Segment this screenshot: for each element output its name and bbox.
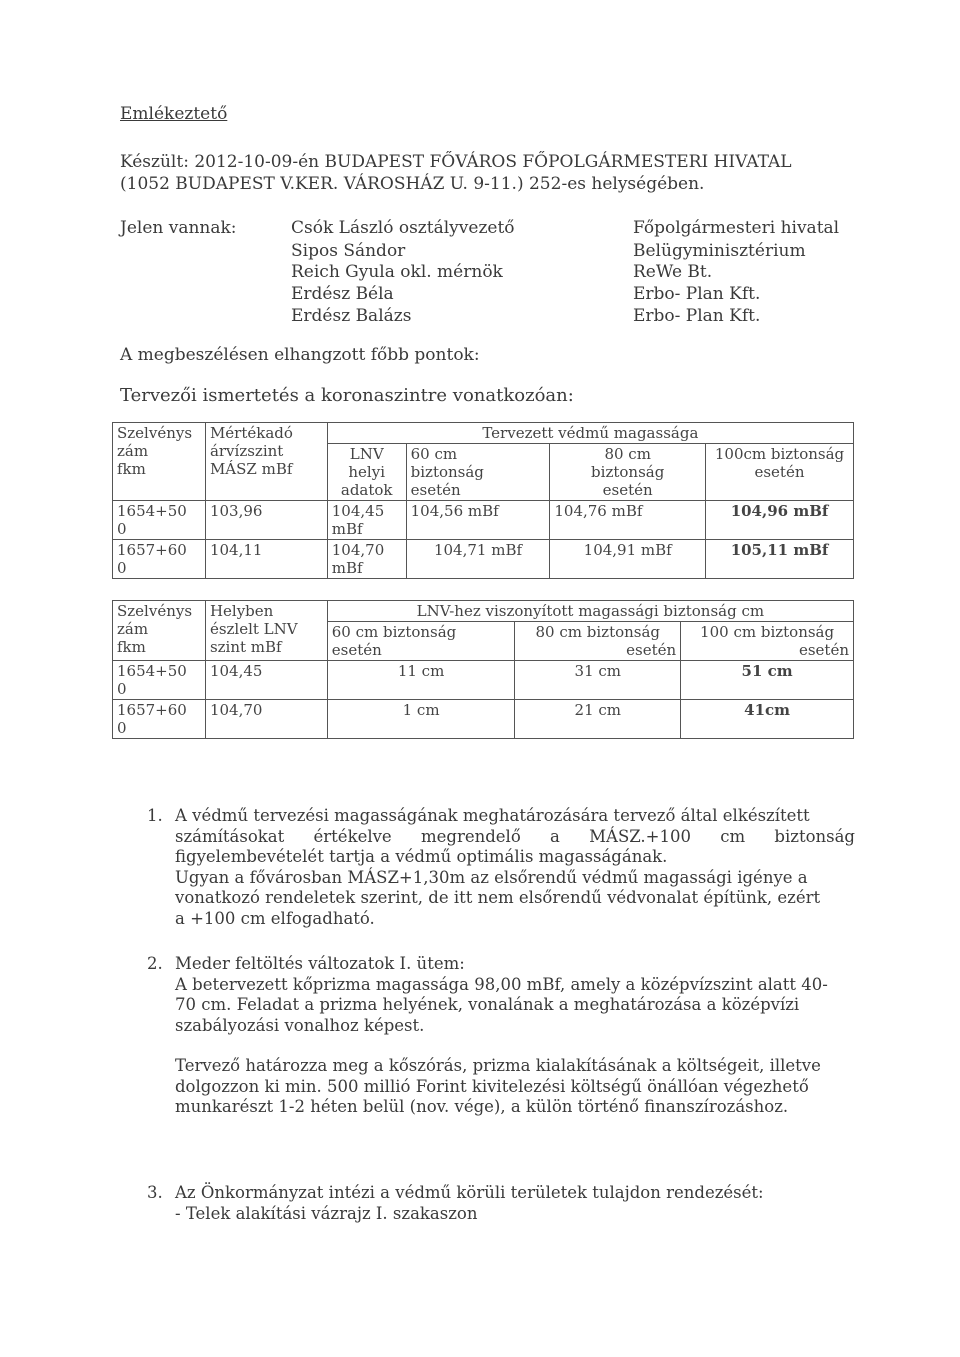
list-item-body: Meder feltöltés változatok I. ütem: A betervezett kőprizma magassága 98,00 mBf, amely a középvízszint alatt 40- 70 cm. Feladat a prizma helyének, vonalának a meghatározása a középvízi szabályozási vonalhoz képest. Tervező határozza meg a kőszórás, prizma kialakításának a költségeit, illetve dolgozzon ki min. 500 millió Forint kivitelezési költségű önállóan végezhető munkarészt 1-2 héten belül (nov. vége), a külön történő finanszírozáshoz. bbox=[175, 954, 828, 1116]
header-szelveny: Szelvénys zám fkm bbox=[113, 601, 206, 661]
header-80cm: 80 cm biztonság esetén bbox=[550, 444, 706, 501]
section-heading: Tervezői ismertetés a koronaszintre vonatkozóan: bbox=[120, 385, 574, 406]
made-line-1: Készült: 2012-10-09-én BUDAPEST FŐVÁROS FŐPOLGÁRMESTERI HIVATAL bbox=[120, 152, 792, 172]
attendee-org: Belügyminisztérium bbox=[633, 241, 806, 261]
attendees-label: Jelen vannak: bbox=[120, 218, 237, 238]
attendee-org: Erbo- Plan Kft. bbox=[633, 306, 761, 326]
header-group: LNV-hez viszonyított magassági biztonság cm bbox=[327, 601, 853, 622]
attendee-name: Erdész Béla bbox=[291, 284, 394, 304]
header-lnv: LNV helyi adatok bbox=[327, 444, 406, 501]
made-line-2: (1052 BUDAPEST V.KER. VÁROSHÁZ U. 9-11.) 252-es helységében. bbox=[120, 174, 705, 194]
list-item-body: A védmű tervezési magasságának meghatározására tervező által elkészített számításokat értékelve megrendelő a MÁSZ.+100 cm biztonság figyelembevételét tartja a védmű optimális magasságának. Ugyan a fővárosban MÁSZ+1,30m az elsőrendű védmű magassági igénye a vonatkozó rendeletek szerint, de itt nem elsőrendű védvonalat építünk, ezért a +100 cm elfogadható. bbox=[175, 806, 855, 928]
header-helyben: Helyben észlelt LNV szint mBf bbox=[205, 601, 327, 661]
design-height-table bbox=[112, 422, 854, 579]
header-szelveny: Szelvénys zám fkm bbox=[113, 423, 206, 501]
attendee-org: Főpolgármesteri hivatal bbox=[633, 218, 840, 238]
attendee-name: Sipos Sándor bbox=[291, 241, 406, 261]
header-100cm: 100cm biztonság esetén bbox=[706, 444, 854, 501]
table-row: 1654+50 0 104,45 11 cm 31 cm 51 cm bbox=[113, 661, 854, 700]
attendee-name: Csók László osztályvezető bbox=[291, 218, 515, 238]
header-100cm: 100 cm biztonság esetén bbox=[681, 622, 854, 661]
header-80cm: 80 cm biztonság esetén bbox=[515, 622, 681, 661]
lnv-safety-table bbox=[112, 600, 854, 739]
table-row: 1654+50 0 103,96 104,45 mBf 104,56 mBf 104,76 mBf 104,96 mBf bbox=[113, 501, 854, 540]
points-intro: A megbeszélésen elhangzott főbb pontok: bbox=[120, 345, 480, 365]
header-mertekado: Mértékadó árvízszint MÁSZ mBf bbox=[205, 423, 327, 501]
table-row: 1657+60 0 104,70 1 cm 21 cm 41cm bbox=[113, 700, 854, 739]
header-60cm: 60 cm biztonság esetén bbox=[406, 444, 550, 501]
attendee-org: Erbo- Plan Kft. bbox=[633, 284, 761, 304]
table-header-row bbox=[113, 423, 854, 444]
table-row: 1657+60 0 104,11 104,70 mBf 104,71 mBf 104,91 mBf 105,11 mBf bbox=[113, 540, 854, 579]
attendee-org: ReWe Bt. bbox=[633, 262, 713, 282]
document-page: Emlékeztető Készült: 2012-10-09-én BUDAPEST FŐVÁROS FŐPOLGÁRMESTERI HIVATAL (1052 BUDAPEST V.KER. VÁROSHÁZ U. 9-11.) 252-es helységében. Jelen vannak: Csók László osztályvezető Sipos Sándor Reich Gyula okl. mérnök Erdész Béla Erdész Balázs Főpolgármesteri hivatal Belügyminisztérium ReWe Bt. Erbo- Plan Kft. Erbo- Plan Kft. A megbeszélésen elhangzott főbb pontok: Tervezői ismertetés a koronaszintre vonatkozóan: Szelvénys zám fkm Mértékadó árvízszint MÁSZ mBf Tervezett védmű magassága LNV helyi adatok 60 cm biztonság esetén 80 cm biztonság esetén 100cm biztonság esetén 1654+50 0 103,96 104,45 mBf 104,56 mBf 104,76 mBf 104,96 mBf 1657+60 0 104,11 104,70 mBf 104,71 mBf 104,91 mBf 105,11 mBf Szelvénys zám fkm Helyben észlelt LNV szint mBf LNV-hez viszonyított magassági biztonság cm 60 cm biztonság esetén 80 cm biztonság esetén 100 cm biztonság esetén 1654+50 0 104,45 11 cm 31 cm 51 cm 1657+60 0 104,70 1 cm 21 cm 41cm 1. A védmű tervezési magasságának meghatározására tervező által elkészített számításokat értékelve megrendelő a MÁSZ.+100 cm biztonság figyelembevételét tartja a védmű optimális magasságának. Ugyan a fővárosban MÁSZ+1,30m az elsőrendű védmű magassági igénye a vonatkozó rendeletek szerint, de itt nem elsőrendű védvonalat építünk, ezért a +100 cm elfogadható. 2. Meder feltöltés változatok I. ütem: A betervezett kőprizma magassága 98,00 mBf, amely a középvízszint alatt 40- 70 cm. Feladat a prizma helyének, vonalának a meghatározása a középvízi szabályozási vonalhoz képest. Tervező határozza meg a kőszórás, prizma kialakításának a költségeit, illetve dolgozzon ki min. 500 millió Forint kivitelezési költségű önállóan végezhető munkarészt 1-2 héten belül (nov. vége), a külön történő finanszírozáshoz. 3. Az Önkormányzat intézi a védmű körüli területek tulajdon rendezését: - Telek alakítási vázrajz I. szakaszon bbox=[0, 0, 960, 1357]
list-item-body: Az Önkormányzat intézi a védmű körüli területek tulajdon rendezését: - Telek alakítási vázrajz I. szakaszon bbox=[175, 1183, 764, 1223]
header-60cm: 60 cm biztonság esetén bbox=[327, 622, 515, 661]
attendee-name: Erdész Balázs bbox=[291, 306, 412, 326]
memo-title: Emlékeztető bbox=[120, 104, 228, 124]
header-group: Tervezett védmű magassága bbox=[327, 423, 853, 444]
attendee-name: Reich Gyula okl. mérnök bbox=[291, 262, 503, 282]
table-header-row bbox=[113, 601, 854, 622]
